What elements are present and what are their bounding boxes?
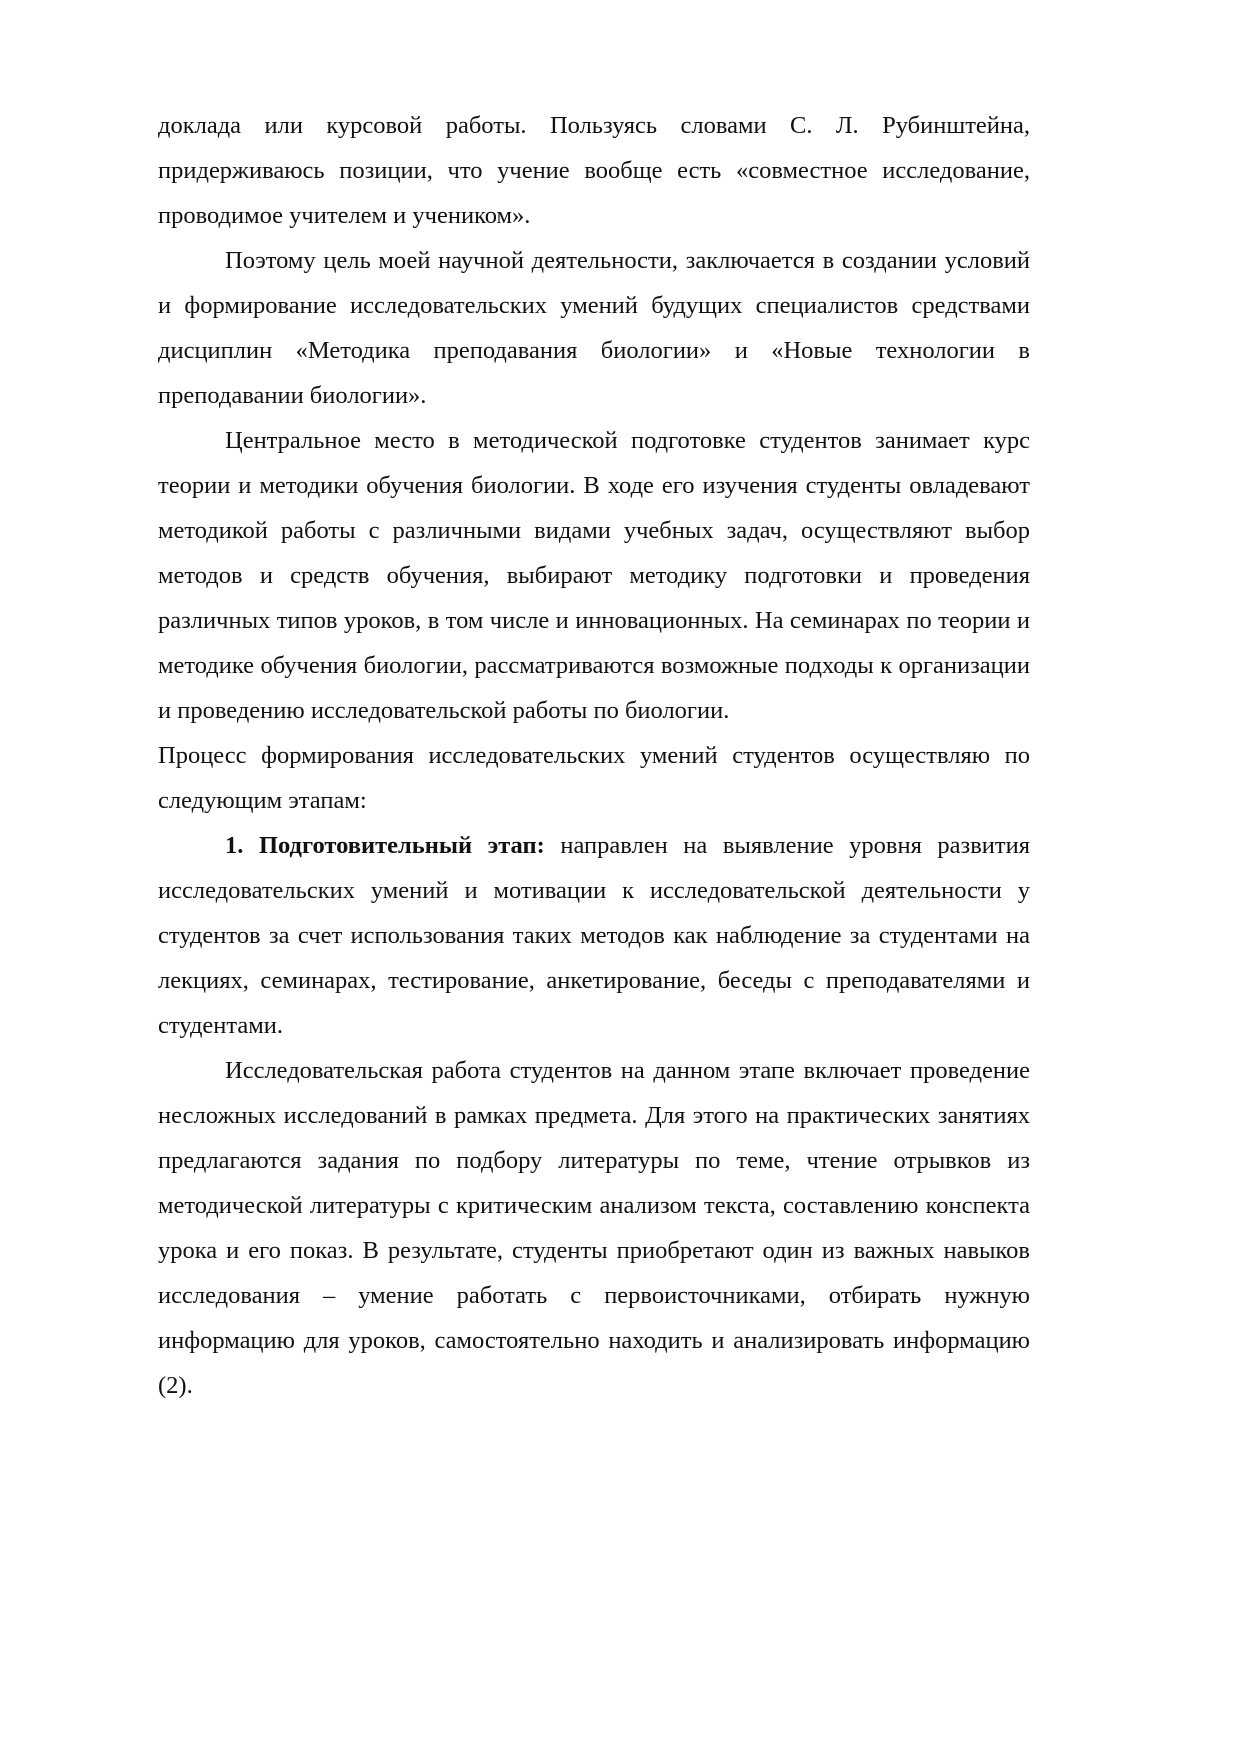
stage-description: направлен на выявление уровня развития исследовательских умений и мотивации к исследовательской деятельности у студентов за счет использования таких методов как наблюдение за студентами на лекциях, семинарах, тестирование, анкетирование, беседы с преподавателями и студентами. bbox=[158, 832, 1030, 1039]
paragraph-process-stages-intro: Процесс формирования исследовательских умений студентов осуществляю по следующим этапам: bbox=[158, 742, 1030, 814]
paragraph-methodology-course: Центральное место в методической подготовке студентов занимает курс теории и методики обучения биологии. В ходе его изучения студенты овладевают методикой работы с различными видами учебных задач, осуществляют выбор методов и средств обучения, выбирают методику подготовки и проведения различных типов уроков, в том числе и инновационных. На семинарах по теории и методике обучения биологии, рассматриваются возможные подходы к организации и проведению исследовательской работы по биологии. bbox=[158, 427, 1030, 724]
document-page bbox=[158, 103, 1030, 1408]
paragraph-student-research-work: Исследовательская работа студентов на данном этапе включает проведение несложных исследований в рамках предмета. Для этого на практических занятиях предлагаются задания по подбору литературы по теме, чтение отрывков из методической литературы с критическим анализом текста, составлению конспекта урока и его показ. В результате, студенты приобретают один из важных навыков исследования – умение работать с первоисточниками, отбирать нужную информацию для уроков, самостоятельно находить и анализировать информацию (2). bbox=[158, 1057, 1030, 1399]
paragraph-preparatory-stage bbox=[158, 823, 1030, 1048]
stage-heading: 1. Подготовительный этап: bbox=[225, 832, 545, 859]
paragraph-research-goal: Поэтому цель моей научной деятельности, заключается в создании условий и формирование исследовательских умений будущих специалистов средствами дисциплин «Методика преподавания биологии» и «Новые технологии в преподавании биологии». bbox=[158, 247, 1030, 409]
paragraph-rubinstein-quote: доклада или курсовой работы. Пользуясь словами С. Л. Рубинштейна, придерживаюсь позиции, что учение вообще есть «совместное исследование, проводимое учителем и учеником». bbox=[158, 112, 1030, 229]
